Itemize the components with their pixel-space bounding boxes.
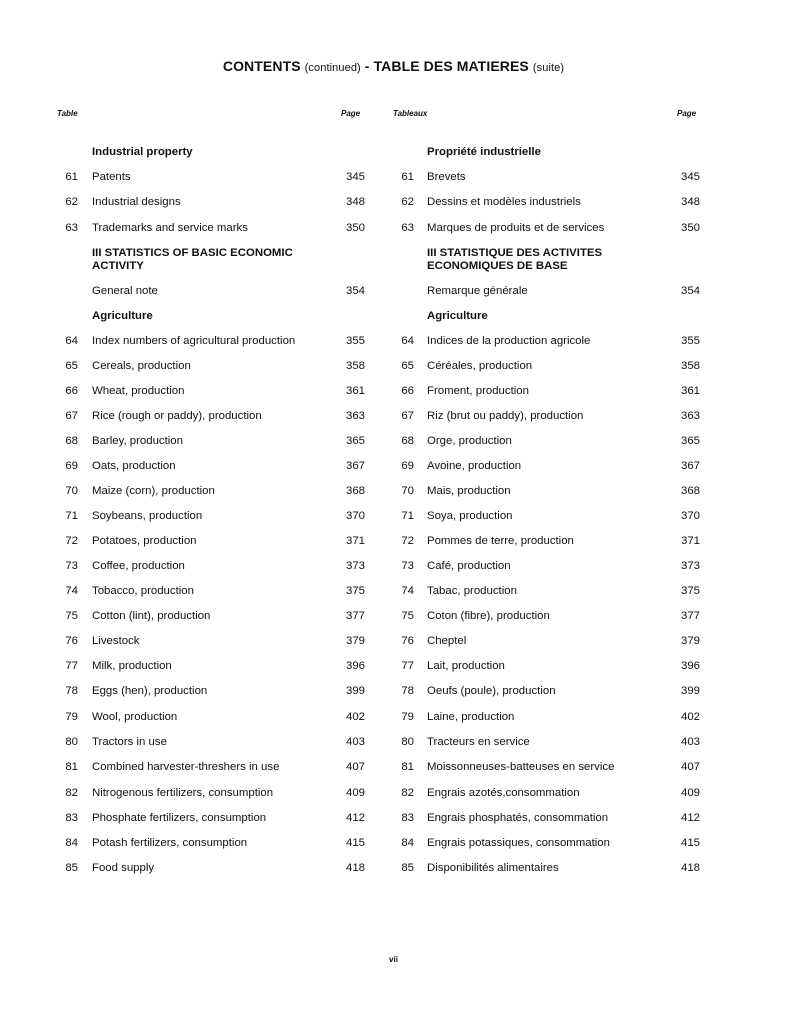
toc-table-number: 67 (401, 410, 414, 422)
toc-table-number: 81 (65, 761, 78, 773)
toc-table-number: 75 (401, 610, 414, 622)
toc-page-number: 365 (680, 435, 700, 447)
toc-table-number: 83 (401, 812, 414, 824)
toc-page-number: 403 (345, 736, 365, 748)
toc-part-heading: III STATISTICS OF BASIC ECONOMIC (92, 247, 293, 259)
toc-table-number: 66 (401, 385, 414, 397)
title-fr-main: TABLE DES MATIERES (373, 58, 529, 74)
title-separator: - (360, 58, 374, 74)
toc-entry-label: Eggs (hen), production (92, 685, 208, 697)
toc-page-number: 371 (345, 535, 365, 547)
toc-entry-label: Soybeans, production (92, 510, 203, 522)
toc-entry-label: Tractors in use (92, 736, 167, 748)
toc-page-number: 355 (345, 335, 365, 347)
toc-entry-label: Coton (fibre), production (427, 610, 550, 622)
toc-entry-label: Maize (corn), production (92, 485, 215, 497)
toc-entry-label: Rice (rough or paddy), production (92, 410, 262, 422)
toc-table-number: 81 (401, 761, 414, 773)
toc-table-number: 74 (401, 585, 414, 597)
toc-entry-label: Pommes de terre, production (427, 535, 574, 547)
toc-table-number: 76 (65, 635, 78, 647)
toc-table-number: 72 (401, 535, 414, 547)
toc-entry-label: Engrais phosphatés, consommation (427, 812, 609, 824)
header-left-table: Table (57, 109, 78, 118)
toc-table-number: 77 (401, 660, 414, 672)
toc-page-number: 367 (680, 460, 700, 472)
toc-table-number: 74 (65, 585, 78, 597)
toc-entry-label: Phosphate fertilizers, consumption (92, 812, 267, 824)
toc-page-number: 358 (345, 360, 365, 372)
toc-entry-label: Moissonneuses-batteuses en service (427, 761, 615, 773)
toc-entry-label: Remarque générale (427, 285, 528, 297)
toc-entry-label: Brevets (427, 171, 466, 183)
toc-entry-label: Cheptel (427, 635, 467, 647)
toc-entry-label: Marques de produits et de services (427, 222, 605, 234)
toc-page-number: 402 (680, 711, 700, 723)
toc-entry-label: Food supply (92, 862, 155, 874)
toc-page-number: 409 (345, 787, 365, 799)
toc-page-number: 418 (345, 862, 365, 874)
toc-table-number: 63 (401, 222, 414, 234)
toc-page-number: 375 (345, 585, 365, 597)
toc-page-number: 377 (345, 610, 365, 622)
toc-page-number: 365 (345, 435, 365, 447)
toc-page-number: 368 (680, 485, 700, 497)
toc-entry-label: Industrial designs (92, 196, 181, 208)
toc-entry-label: Combined harvester-threshers in use (92, 761, 280, 773)
toc-table-number: 71 (65, 510, 78, 522)
toc-entry-label: Froment, production (427, 385, 529, 397)
toc-table-number: 68 (401, 435, 414, 447)
toc-page-number: 373 (345, 560, 365, 572)
title-en-small: (continued) (304, 62, 361, 74)
toc-table-number: 70 (401, 485, 414, 497)
toc-page-number: 350 (345, 222, 365, 234)
toc-entry-label: Tobacco, production (92, 585, 194, 597)
toc-entry-label: Tracteurs en service (427, 736, 530, 748)
toc-table-number: 77 (65, 660, 78, 672)
toc-page-number: 373 (680, 560, 700, 572)
toc-page-number: 358 (680, 360, 700, 372)
toc-table-number: 61 (65, 171, 78, 183)
toc-table-number: 68 (65, 435, 78, 447)
toc-table-number: 62 (65, 196, 78, 208)
toc-entry-label: Potatoes, production (92, 535, 197, 547)
toc-page-number: 375 (680, 585, 700, 597)
toc-page-number: 407 (680, 761, 700, 773)
toc-page-number: 350 (680, 222, 700, 234)
toc-entry-label: Engrais azotés,consommation (427, 787, 580, 799)
toc-table-number: 80 (401, 736, 414, 748)
toc-entry-label: Cereals, production (92, 360, 191, 372)
toc-page-number: 412 (680, 812, 700, 824)
toc-entry-label: Trademarks and service marks (92, 222, 248, 234)
toc-entry-label: Wool, production (92, 711, 178, 723)
toc-table-number: 69 (401, 460, 414, 472)
toc-table-number: 82 (401, 787, 414, 799)
toc-page-number: 354 (345, 285, 365, 297)
toc-page-number: 345 (680, 171, 700, 183)
toc-entry-label: Milk, production (92, 660, 172, 672)
toc-entry-label: Patents (92, 171, 131, 183)
toc-page-number: 370 (680, 510, 700, 522)
toc-section-heading: Agriculture (427, 310, 488, 322)
toc-entry-label: Disponibilités alimentaires (427, 862, 559, 874)
toc-entry-label: Nitrogenous fertilizers, consumption (92, 787, 274, 799)
toc-page-number: 368 (345, 485, 365, 497)
toc-table-number: 79 (65, 711, 78, 723)
toc-page-number: 396 (345, 660, 365, 672)
toc-table-number: 73 (65, 560, 78, 572)
toc-entry-label: Lait, production (427, 660, 505, 672)
toc-table-number: 67 (65, 410, 78, 422)
toc-page-number: 361 (345, 385, 365, 397)
toc-page-number: 345 (345, 171, 365, 183)
toc-table-number: 84 (401, 837, 414, 849)
toc-entry-label: Wheat, production (92, 385, 185, 397)
toc-page-number: 371 (680, 535, 700, 547)
toc-table-number: 70 (65, 485, 78, 497)
toc-page-number: 403 (680, 736, 700, 748)
toc-page-number: 409 (680, 787, 700, 799)
toc-entry-label: Index numbers of agricultural production (92, 335, 296, 347)
toc-table-number: 78 (401, 685, 414, 697)
toc-entry-label: Soya, production (427, 510, 513, 522)
toc-page-number: 399 (345, 685, 365, 697)
toc-page-number: 415 (345, 837, 365, 849)
toc-page-number: 370 (345, 510, 365, 522)
toc-entry-label: Barley, production (92, 435, 183, 447)
toc-table-number: 73 (401, 560, 414, 572)
toc-table-number: 66 (65, 385, 78, 397)
toc-entry-label: Livestock (92, 635, 140, 647)
toc-page-number: 377 (680, 610, 700, 622)
header-right-page: Page (677, 109, 697, 118)
toc-table-number: 65 (65, 360, 78, 372)
toc-page-number: 402 (345, 711, 365, 723)
title-fr-small: (suite) (532, 62, 565, 74)
toc-page-number: 399 (680, 685, 700, 697)
toc-entry-label: Riz (brut ou paddy), production (427, 410, 584, 422)
toc-table-number: 64 (401, 335, 414, 347)
toc-entry-label: Potash fertilizers, consumption (92, 837, 248, 849)
toc-table-number: 84 (65, 837, 78, 849)
toc-entry-label: Café, production (427, 560, 511, 572)
toc-table-number: 80 (65, 736, 78, 748)
toc-table-number: 79 (401, 711, 414, 723)
toc-table-number: 63 (65, 222, 78, 234)
toc-entry-label: Laine, production (427, 711, 515, 723)
toc-part-heading-line2: ECONOMIQUES DE BASE (427, 260, 568, 272)
toc-table-number: 82 (65, 787, 78, 799)
toc-table-number: 72 (65, 535, 78, 547)
toc-page-number: 354 (680, 285, 700, 297)
toc-entry-label: Oeufs (poule), production (427, 685, 556, 697)
toc-page-number: 379 (680, 635, 700, 647)
toc-table-number: 64 (65, 335, 78, 347)
toc-table-number: 69 (65, 460, 78, 472)
toc-page-number: 355 (680, 335, 700, 347)
toc-section-heading: Agriculture (92, 310, 153, 322)
toc-page-number: 396 (680, 660, 700, 672)
toc-table-number: 85 (65, 862, 78, 874)
toc-page-number: 418 (680, 862, 700, 874)
toc-entry-label: Cotton (lint), production (92, 610, 211, 622)
toc-table-number: 71 (401, 510, 414, 522)
toc-part-heading-line2: ACTIVITY (92, 260, 144, 272)
toc-table-number: 78 (65, 685, 78, 697)
toc-entry-label: Dessins et modèles industriels (427, 196, 581, 208)
toc-page-number: 379 (345, 635, 365, 647)
toc-entry-label: Orge, production (427, 435, 512, 447)
toc-table-number: 76 (401, 635, 414, 647)
toc-page-number: 367 (345, 460, 365, 472)
toc-table-number: 83 (65, 812, 78, 824)
header-right-table: Tableaux (393, 109, 428, 118)
toc-page-number: 348 (345, 196, 365, 208)
toc-entry-label: Céréales, production (427, 360, 533, 372)
toc-table-number: 62 (401, 196, 414, 208)
header-left-page: Page (341, 109, 361, 118)
toc-section-heading: Industrial property (92, 146, 193, 158)
toc-entry-label: Engrais potassiques, consommation (427, 837, 610, 849)
toc-entry-label: General note (92, 285, 158, 297)
toc-table-number: 61 (401, 171, 414, 183)
toc-entry-label: Oats, production (92, 460, 176, 472)
toc-entry-label: Avoine, production (427, 460, 522, 472)
toc-part-heading: III STATISTIQUE DES ACTIVITES (427, 247, 603, 259)
toc-page-number: 348 (680, 196, 700, 208)
page-title (0, 58, 787, 74)
toc-page-number: 415 (680, 837, 700, 849)
toc-page-number: 363 (345, 410, 365, 422)
page-number: vii (389, 955, 398, 964)
toc-section-heading: Propriété industrielle (427, 146, 541, 158)
toc-table-number: 75 (65, 610, 78, 622)
toc-page-number: 412 (345, 812, 365, 824)
toc-table-number: 65 (401, 360, 414, 372)
toc-entry-label: Coffee, production (92, 560, 185, 572)
toc-entry-label: Mais, production (427, 485, 511, 497)
toc-entry-label: Indices de la production agricole (427, 335, 591, 347)
toc-table-number: 85 (401, 862, 414, 874)
toc-page-number: 407 (345, 761, 365, 773)
title-en-main: CONTENTS (222, 58, 301, 74)
toc-page-number: 363 (680, 410, 700, 422)
toc-page-number: 361 (680, 385, 700, 397)
toc-entry-label: Tabac, production (427, 585, 517, 597)
